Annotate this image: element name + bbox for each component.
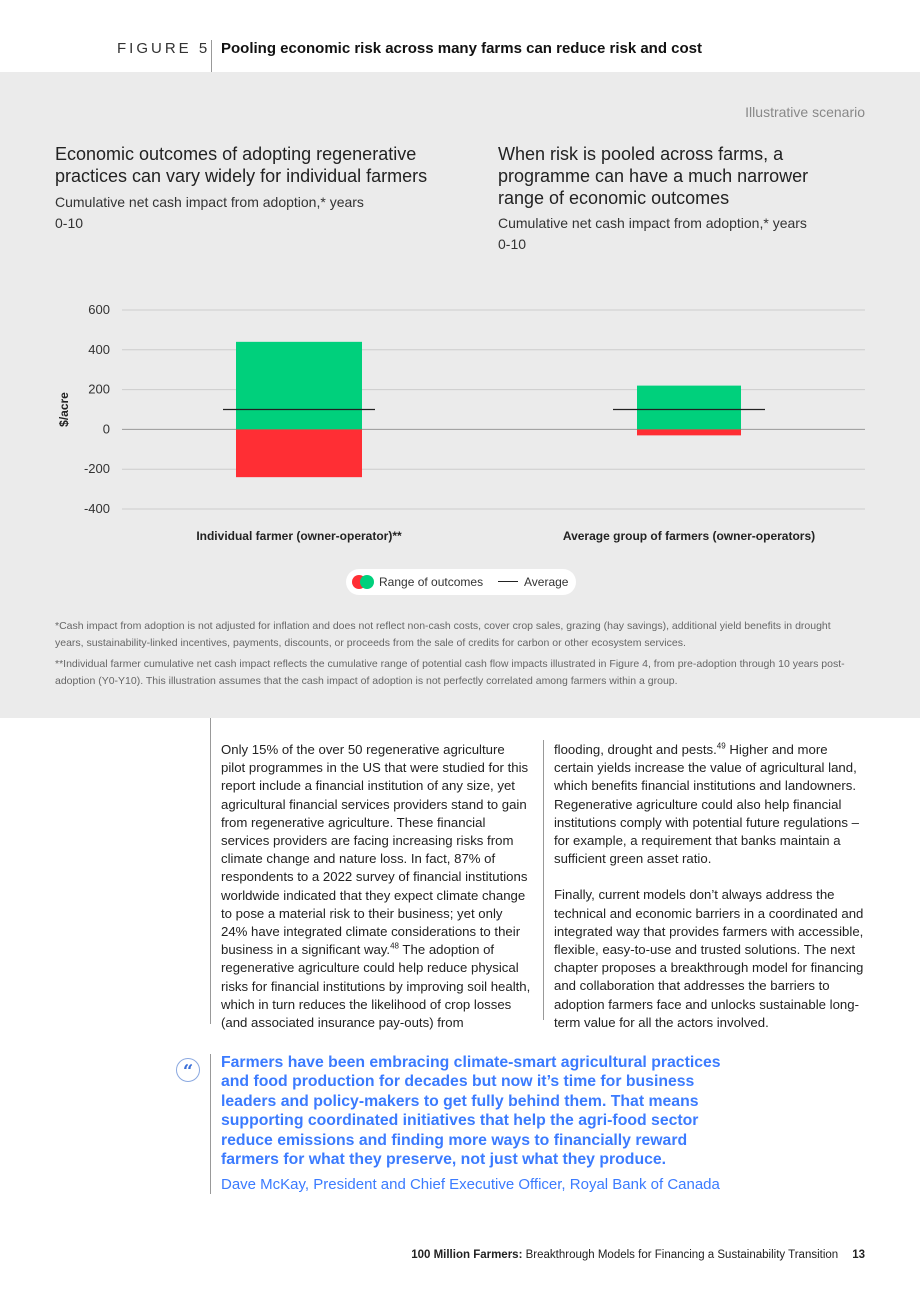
left-panel-subtitle: Cumulative net cash impact from adoption,* years 0-10 (55, 194, 364, 231)
quote-attribution: Dave McKay, President and Chief Executive Officer, Royal Bank of Canada (221, 1176, 720, 1193)
figure-title: Pooling economic risk across many farms can reduce risk and cost (221, 40, 703, 57)
footnote-2: **Individual farmer cumulative net cash impact reflects the cumulative range of potential cash flow impacts illustrated in Figure 4, from pre-adoption through 10 years post-adoption (Y0-Y10). This illustration assumes that the cash impact of adoption is not perfectly correlated among farmers within a group. (55, 658, 845, 687)
y-tick-label: 600 (88, 302, 110, 317)
bar-positive-2 (637, 386, 741, 430)
y-axis-label: $/acre (57, 392, 71, 427)
pull-quote: Farmers have been embracing climate-smart agricultural practices and food production for decades but now it’s time for business leaders and policy-makers to get fully behind them. That means supporting coordinated initiatives that help the agri-food sector reduce emissions and finding more ways to financially reward farmers for what they preserve, not just what they produce. (221, 1054, 721, 1169)
body-col1-text: Only 15% of the over 50 regenerative agriculture pilot programmes in the US that were studied for this report include a financial institution of any size, yet agricultural financial services providers stand to gain from regenerative agriculture. These financial services providers are facing increasing risks from climate change and nature loss. In fact, 87% of respondents to a 2022 survey of financial institutions worldwide indicated that they expect climate change to pose a material risk to their business; yet only 24% have integrated climate considerations to their business in a significant way. (221, 742, 529, 958)
right-panel-subtitle: Cumulative net cash impact from adoption,* years 0-10 (498, 215, 807, 252)
y-tick-label: 400 (88, 341, 110, 357)
y-tick-label: 0 (102, 421, 110, 437)
reference-49: 49 (716, 741, 726, 751)
category-label: Average group of farmers (owner-operators) (562, 529, 816, 543)
bar-negative-1 (236, 429, 362, 477)
column-divider (543, 740, 544, 1020)
legend-average-label: Average (524, 575, 569, 589)
quote-icon: “ (176, 1058, 200, 1082)
body-col2-para1 (554, 741, 866, 868)
page-footer (411, 1249, 865, 1261)
bar-positive-1 (236, 342, 362, 430)
body-column-2 (554, 741, 866, 1050)
bar-chart (0, 290, 920, 550)
body-col2-p1b: Higher and more certain yields increase the value of agricultural land, which benefits financial institutions and landowners. Regenerative agriculture could also help financial institutions comply with potential future regulations – for example, a requirement that banks maintain a sufficient green asset ratio. (554, 742, 859, 867)
figure-label: FIGURE 5 (117, 40, 211, 57)
legend-average-line (498, 581, 518, 582)
legend-positive-swatch (360, 575, 374, 589)
body-col2-para2: Finally, current models don’t always address the technical and economic barriers in a coordinated and integrated way that provides farmers with accessible, flexible, easy-to-use and trusted solutions. The next chapter proposes a breakthrough model for financing and collaboration that addresses the barriers to adoption farmers face and unlocks sustainable long-term value for all the actors involved. (554, 887, 864, 1030)
body-col1-cont: The adoption of regenerative agriculture could help reduce physical risks for financial institutions by improving soil health, which in turn reduces the likelihood of crop losses (and associated insurance pay-outs) from (221, 942, 531, 1031)
y-tick-label: -400 (83, 501, 110, 516)
right-panel-title: When risk is pooled across farms, a programme can have a much narrower range of economic outcomes (498, 144, 809, 208)
y-tick-label: 200 (88, 381, 110, 397)
legend-range-label: Range of outcomes (379, 575, 484, 589)
category-label: Individual farmer (owner-operator)** (196, 529, 402, 543)
body-divider (210, 718, 211, 1024)
page-number: 13 (852, 1249, 865, 1261)
illustrative-note: Illustrative scenario (745, 104, 865, 120)
footer-title-bold: 100 Million Farmers: (411, 1249, 523, 1261)
chart-legend (346, 569, 576, 595)
footnote-1: *Cash impact from adoption is not adjusted for inflation and does not reflect non-cash costs, cover crop sales, grazing (hay savings), additional yield benefits in drought years, sustainability-linked incentives, payments, discounts, or proceeds from the sale of credits for carbon or other ecosystem services. (55, 620, 831, 649)
y-tick-label: -200 (83, 461, 110, 477)
body-col2-p1a: flooding, drought and pests. (554, 742, 717, 757)
footer-title-rest: Breakthrough Models for Financing a Sustainability Transition (522, 1249, 839, 1261)
reference-48: 48 (390, 941, 399, 951)
bar-negative-2 (637, 429, 741, 435)
figure-header (0, 0, 920, 72)
body-column-1 (221, 741, 531, 1032)
figure-divider (211, 40, 212, 72)
quote-divider (210, 1054, 211, 1194)
left-panel-title: Economic outcomes of adopting regenerative practices can vary widely for individual farmers (55, 144, 428, 186)
